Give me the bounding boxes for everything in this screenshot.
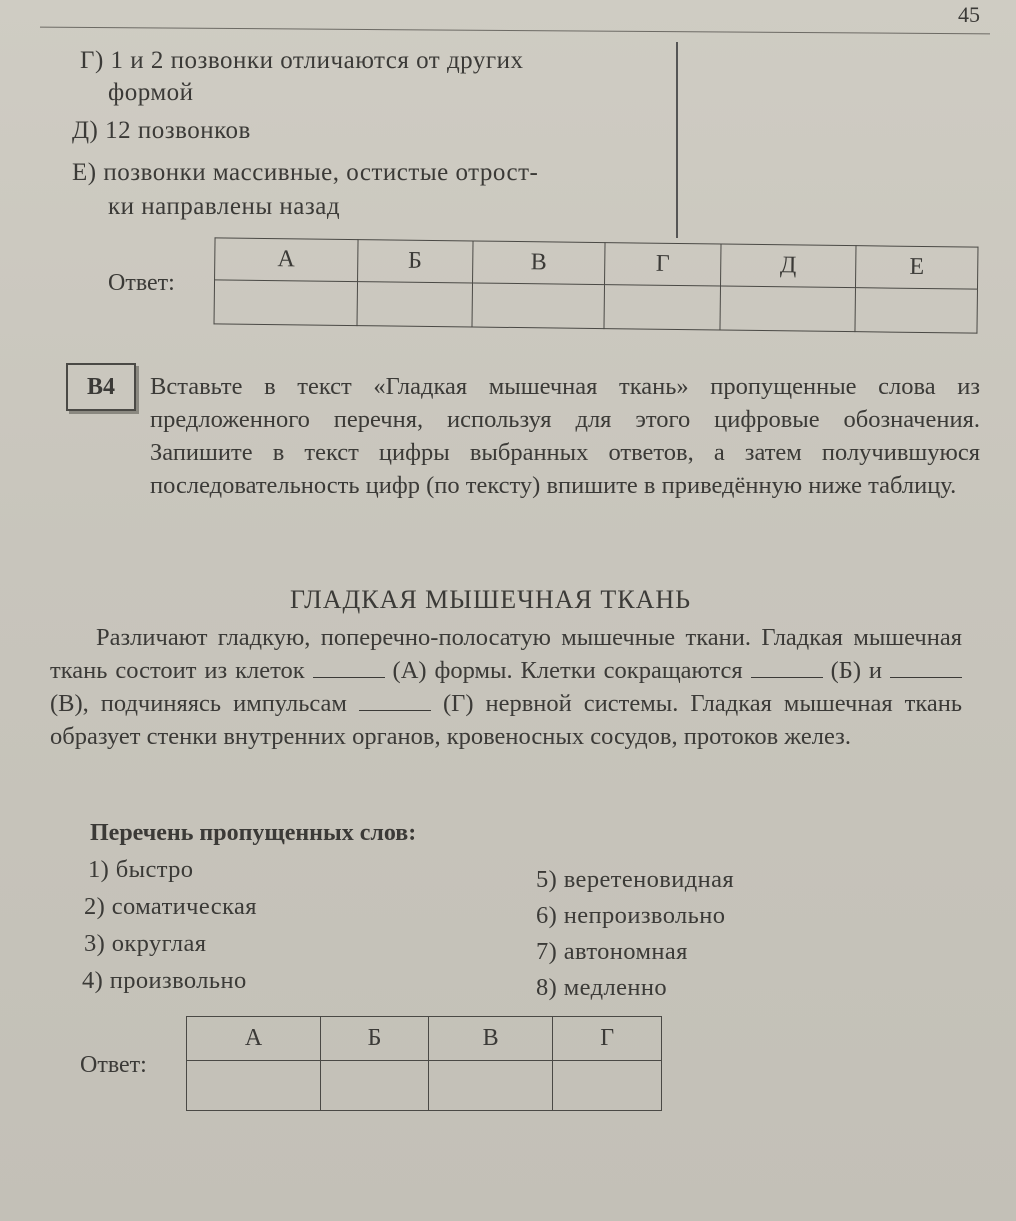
option-e-cont: ки направлены назад (108, 193, 341, 220)
task-instructions: Вставьте в текст «Гладкая мышечная ткань» пропущенные слова из предложенного перечня, используя для этого цифровые обозначения. Запишите в текст цифры выбранных ответов, а затем получившуюся последовательность цифр (по тексту) впишите в приведённую ниже таблицу. (150, 373, 980, 499)
text-title: ГЛАДКАЯ МЫШЕЧНАЯ ТКАНЬ (290, 585, 692, 614)
answer-cell[interactable] (472, 283, 605, 329)
col-header: Г (605, 243, 721, 286)
answer-cell[interactable] (553, 1061, 662, 1111)
col-header: Д (720, 244, 856, 288)
text-fragment: (Г) нервной системы. Гладкая мышечная ткань образует стенки внутренних органов, кровеносных сосудов, протоков желез. (50, 690, 963, 750)
option-g-cont: формой (108, 79, 194, 106)
col-header: А (215, 238, 358, 282)
word-option: 4) произвольно (82, 967, 247, 994)
col-header: Е (856, 246, 978, 289)
answer-label: Ответ: (80, 1052, 147, 1078)
answer-table (186, 1016, 662, 1111)
answer-cell[interactable] (429, 1061, 553, 1111)
answer-cell[interactable] (187, 1061, 321, 1111)
header-rule (40, 27, 990, 35)
column-divider (676, 42, 678, 238)
text-fragment: (А) формы. Клетки сокращаются (392, 657, 743, 684)
answer-cell[interactable] (720, 286, 856, 332)
option-g: Г) 1 и 2 позвонки отличаются от других (80, 47, 524, 74)
word-list-title: Перечень пропущенных слов: (90, 820, 417, 846)
word-option: 3) округлая (84, 930, 207, 957)
task-number-badge: В4 (66, 363, 136, 411)
word-option: 5) веретеновидная (536, 866, 735, 893)
word-option: 8) медленно (536, 974, 668, 1001)
text-fragment: Различают гладкую, поперечно-полосатую мышечные ткани. Гладкая мышечная ткань состоит из клеток (50, 624, 962, 684)
col-header: Г (553, 1017, 662, 1061)
text-fragment: (В), подчиняясь импульсам (50, 690, 347, 717)
col-header: В (472, 241, 605, 285)
col-header: Б (357, 240, 473, 283)
answer-cell[interactable] (321, 1061, 429, 1111)
answer-cell[interactable] (214, 280, 357, 326)
word-option: 7) автономная (536, 938, 688, 965)
answer-cell[interactable] (357, 282, 473, 327)
blank-g[interactable] (359, 690, 431, 711)
word-option: 2) соматическая (84, 893, 257, 920)
col-header: Б (321, 1017, 429, 1061)
blank-v[interactable] (890, 657, 962, 678)
page-number: 45 (958, 2, 980, 27)
word-option: 6) непроизвольно (536, 902, 726, 929)
answer-table-prev (213, 237, 978, 333)
answer-cell[interactable] (604, 285, 720, 330)
col-header: А (187, 1017, 321, 1061)
blank-a[interactable] (313, 657, 385, 678)
gap-fill-text (50, 621, 962, 753)
answer-cell[interactable] (855, 288, 977, 333)
col-header: В (429, 1017, 553, 1061)
word-option: 1) быстро (88, 856, 194, 883)
blank-b[interactable] (751, 657, 823, 678)
text-fragment: (Б) и (830, 657, 883, 684)
option-e: Е) позвонки массивные, остистые отрост- (72, 159, 539, 186)
answer-label: Ответ: (108, 270, 175, 296)
option-d: Д) 12 позвонков (72, 117, 251, 144)
